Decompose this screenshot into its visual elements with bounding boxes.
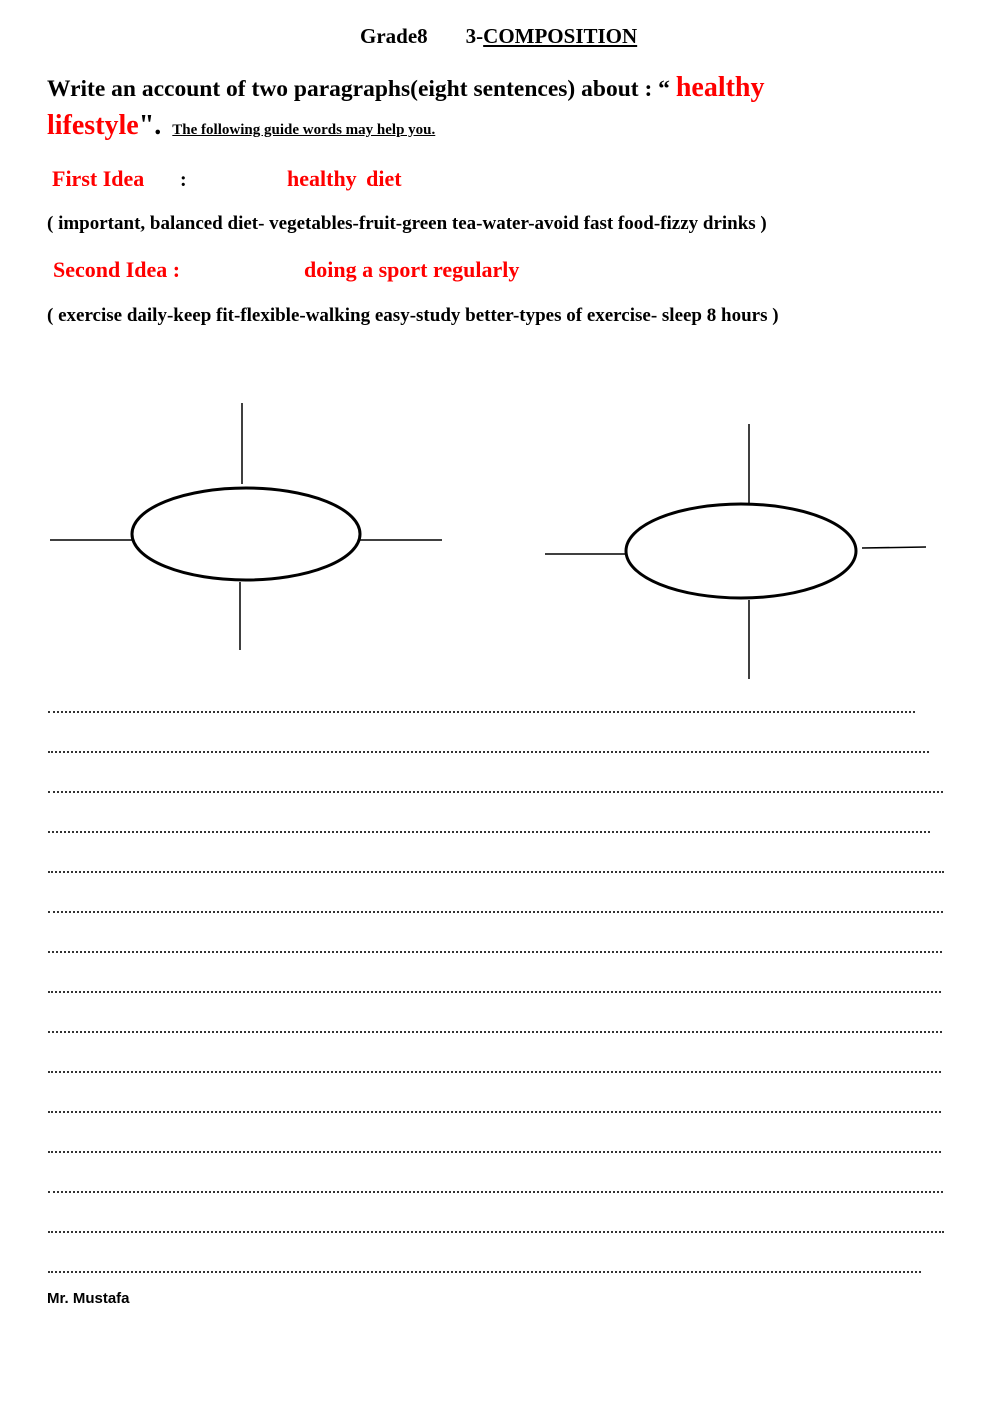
mind-map-second	[545, 424, 926, 679]
writing-line[interactable]	[48, 1151, 941, 1153]
guide-note: The following guide words may help you.	[172, 122, 436, 138]
first-idea-value: healthy diet	[287, 166, 402, 191]
mind-map-first-ellipse	[132, 488, 360, 580]
writing-line[interactable]	[48, 1191, 943, 1193]
mind-map-diagrams	[0, 0, 992, 700]
section-title: COMPOSITION	[483, 24, 638, 48]
mind-map-first	[50, 403, 442, 650]
instruction-text: Write an account of two paragraphs(eight sentences) about : “	[47, 76, 676, 102]
topic-word-1: healthy	[675, 72, 765, 103]
first-idea-label: First Idea	[52, 166, 145, 191]
writing-line[interactable]	[48, 1231, 944, 1233]
first-idea-colon: :	[180, 169, 187, 191]
writing-line[interactable]	[48, 791, 943, 793]
mind-map-second-line-right	[862, 547, 926, 548]
writing-line[interactable]	[48, 991, 941, 993]
writing-line[interactable]	[48, 711, 915, 713]
author-name: Mr. Mustafa	[47, 1290, 130, 1307]
mind-map-second-ellipse	[626, 504, 856, 598]
second-idea-label: Second Idea :	[53, 257, 181, 282]
grade-label: Grade8	[360, 24, 428, 48]
second-idea-value: doing a sport regularly	[304, 257, 520, 282]
writing-line[interactable]	[48, 911, 943, 913]
writing-line[interactable]	[48, 951, 942, 953]
topic-close-quote: ".	[138, 110, 162, 141]
writing-line[interactable]	[48, 751, 929, 753]
writing-line[interactable]	[48, 871, 944, 873]
second-idea-guide-words: ( exercise daily-keep fit-flexible-walking easy-study better-types of exercise- sleep 8 hours )	[47, 305, 779, 326]
writing-line[interactable]	[48, 1271, 921, 1273]
writing-line[interactable]	[48, 1071, 941, 1073]
writing-line[interactable]	[48, 831, 930, 833]
writing-line[interactable]	[48, 1111, 941, 1113]
first-idea-guide-words: ( important, balanced diet- vegetables-fruit-green tea-water-avoid fast food-fizzy drinks )	[47, 213, 767, 234]
writing-line[interactable]	[48, 1031, 942, 1033]
section-prefix: 3-	[465, 24, 484, 48]
topic-word-2: lifestyle	[47, 110, 139, 141]
